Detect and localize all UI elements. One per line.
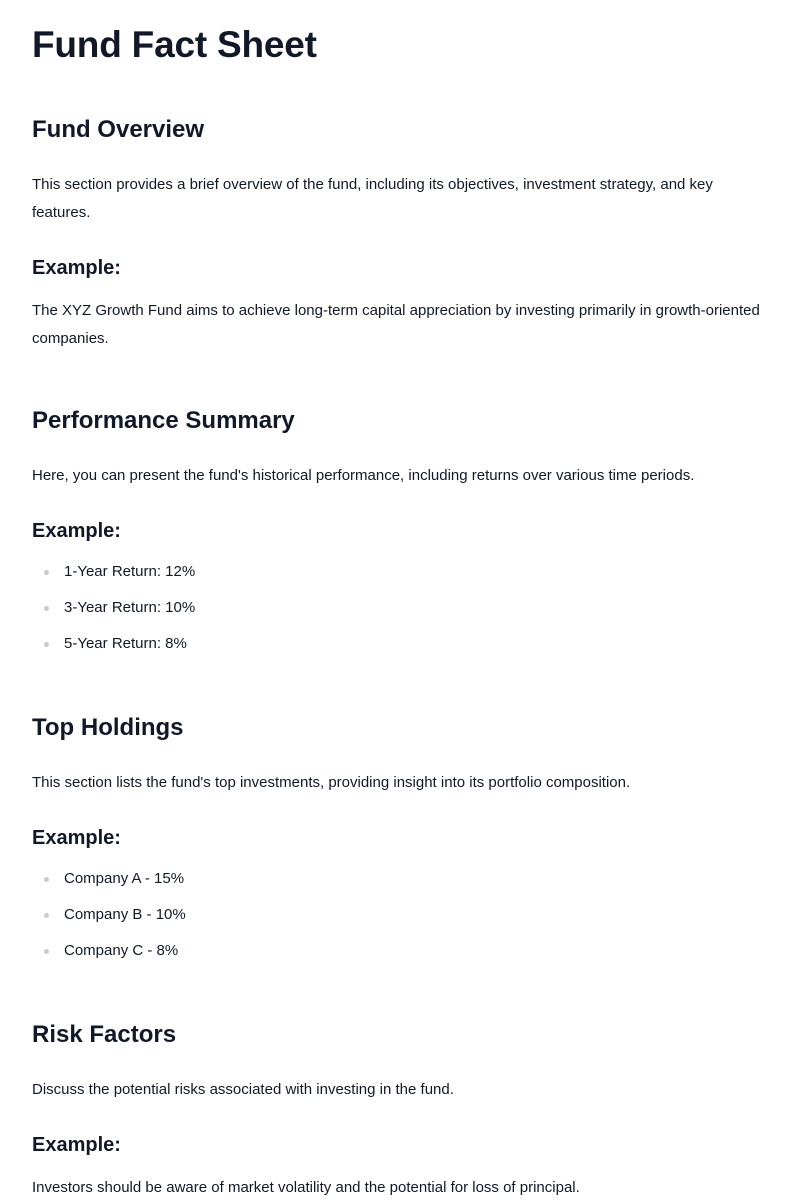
section-heading: Risk Factors	[32, 1021, 177, 1048]
example-heading: Example:	[32, 520, 121, 542]
list-item: 1-Year Return: 12%	[32, 560, 768, 596]
section-top-holdings	[32, 713, 768, 975]
example-heading: Example:	[32, 257, 121, 279]
section-fund-overview	[32, 115, 768, 353]
list-item: Company B - 10%	[32, 903, 768, 939]
example-heading: Example:	[32, 1134, 121, 1156]
example-text: The XYZ Growth Fund aims to achieve long-term capital appreciation by investing primarily in growth-oriented companies.	[32, 302, 760, 347]
section-heading: Performance Summary	[32, 407, 295, 434]
page-title: Fund Fact Sheet	[32, 24, 317, 65]
list-item: 5-Year Return: 8%	[32, 632, 768, 668]
holdings-list	[32, 867, 768, 975]
section-intro: This section lists the fund's top investments, providing insight into its portfolio composition.	[32, 774, 631, 791]
section-intro: This section provides a brief overview of the fund, including its objectives, investment strategy, and key features.	[32, 176, 713, 221]
fact-sheet-page	[32, 22, 768, 1202]
performance-list	[32, 560, 768, 668]
section-performance-summary	[32, 406, 768, 668]
section-heading: Fund Overview	[32, 116, 205, 143]
example-heading: Example:	[32, 827, 121, 849]
list-item: Company C - 8%	[32, 939, 768, 975]
section-heading: Top Holdings	[32, 714, 184, 741]
section-risk-factors	[32, 1020, 768, 1202]
list-item: Company A - 15%	[32, 867, 768, 903]
example-text: Investors should be aware of market volatility and the potential for loss of principal.	[32, 1179, 580, 1196]
section-intro: Here, you can present the fund's historical performance, including returns over various time periods.	[32, 467, 695, 484]
section-intro: Discuss the potential risks associated with investing in the fund.	[32, 1081, 454, 1098]
list-item: 3-Year Return: 10%	[32, 596, 768, 632]
